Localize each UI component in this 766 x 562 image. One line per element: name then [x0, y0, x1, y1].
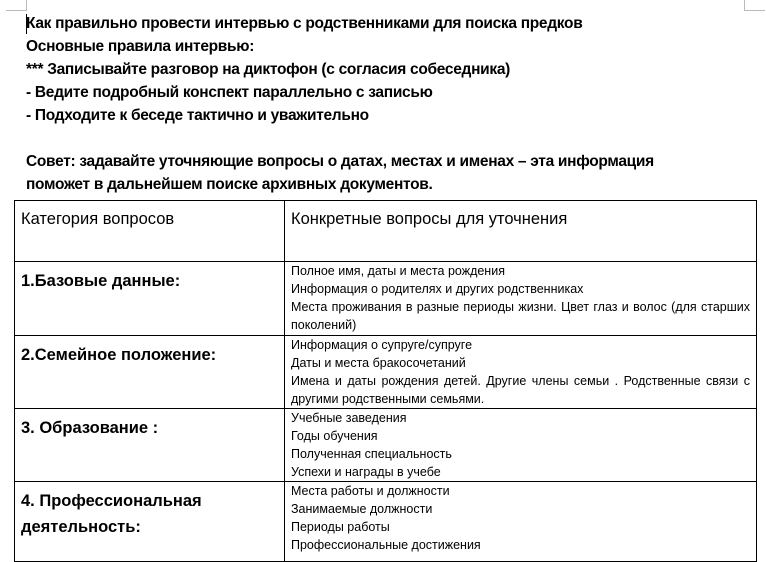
question: Годы обучения [291, 429, 378, 443]
table-row [15, 482, 757, 562]
intro-text[interactable] [26, 12, 654, 196]
table-row [15, 409, 757, 482]
tip-text: поможет в дальнейшем поиске архивных документов. [26, 176, 433, 193]
question: Успехи и награды в учебе [291, 465, 441, 479]
question: Периоды работы [291, 520, 390, 534]
question: Информация о родителях и других родственниках [291, 282, 584, 296]
tip-text: Совет: задавайте уточняющие вопросы о датах, местах и именах – эта информация [26, 153, 654, 170]
question: Места работы и должности [291, 484, 450, 498]
header-category: Категория вопросов [15, 201, 285, 262]
question: Даты и места бракосочетаний [291, 356, 466, 370]
table-row [15, 262, 757, 336]
question: Информация о супруге/супруге [291, 338, 473, 352]
question: Полученная специальность [291, 447, 452, 461]
questions-cell [285, 482, 757, 562]
rule-item: - Подходите к беседе тактично и уважительно [26, 107, 369, 124]
category-cell: 1.Базовые данные: [15, 262, 285, 336]
category-cell: 2.Семейное положение: [15, 336, 285, 409]
header-questions: Конкретные вопросы для уточнения [285, 201, 757, 262]
page-corner-mark [744, 0, 765, 11]
page-corner-mark [6, 0, 27, 11]
questions-cell [285, 336, 757, 409]
questions-cell [285, 409, 757, 482]
question: Места проживания в разные периоды жизни. Цвет глаз и волос (для старших поколений) [291, 300, 750, 332]
questions-table [14, 200, 757, 562]
question: Профессиональные достижения [291, 538, 481, 552]
table-row [15, 336, 757, 409]
rules-heading: Основные правила интервью: [26, 38, 255, 55]
document-title: Как правильно провести интервью с родственниками для поиска предков [26, 15, 583, 32]
questions-cell [285, 262, 757, 336]
rule-item: *** Записывайте разговор на диктофон (с согласия собеседника) [26, 61, 511, 78]
question: Учебные заведения [291, 411, 407, 425]
question: Имена и даты рождения детей. Другие члены семьи . Родственные связи с другими родственными семьями. [291, 374, 750, 406]
rule-item: - Ведите подробный конспект параллельно с записью [26, 84, 433, 101]
question: Полное имя, даты и места рождения [291, 264, 505, 278]
table-header-row [15, 201, 757, 262]
category-cell: 3. Образование : [15, 409, 285, 482]
category-cell: 4. Профессиональная деятельность: [15, 482, 285, 562]
question: Занимаемые должности [291, 502, 433, 516]
